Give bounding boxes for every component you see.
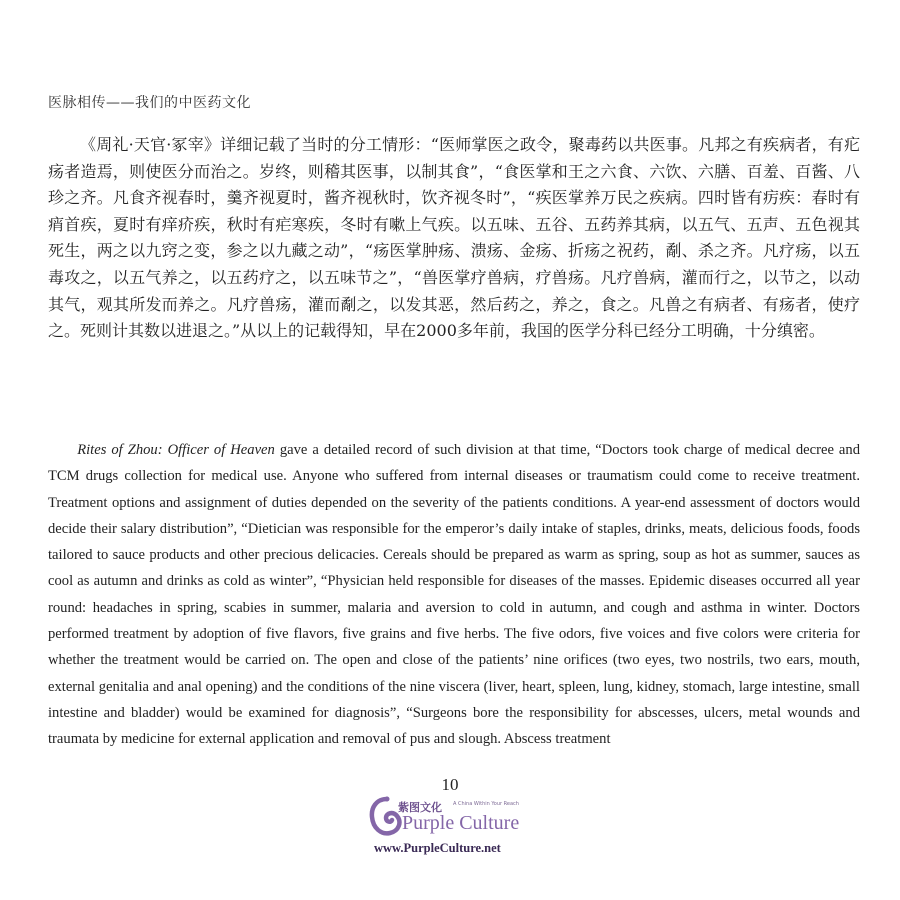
english-text-block xyxy=(48,437,860,753)
watermark-brand-en: Purple Culture xyxy=(402,812,520,834)
watermark-brand-cn: 紫图文化 xyxy=(398,801,442,814)
watermark xyxy=(368,795,548,865)
page-number: 10 xyxy=(441,775,459,794)
watermark-url: www.PurpleCulture.net xyxy=(374,841,501,855)
watermark-tagline: A China Within Your Reach xyxy=(453,801,519,807)
chinese-paragraph: 《周礼·天官·冢宰》详细记载了当时的分工情形：“医师掌医之政令，聚毒药以共医事。凡邦之有疾病者，有疕疡者造焉，则使医分而治之。岁终，则稽其医事，以制其食”，“食医掌和王之六食、六饮、六膳、百羞、百酱、八珍之齐。凡食齐视春时，羹齐视夏时，酱齐视秋时，饮齐视冬时”，“疾医掌养万民之疾病。四时皆有疠疾：春时有痟首疾，夏时有痒疥疾，秋时有疟寒疾，冬时有嗽上气疾。以五味、五谷、五药养其病，以五气、五声、五色视其死生，两之以九窍之变，参之以九藏之动”，“疡医掌肿疡、溃疡、金疡、折疡之祝药，劀、杀之齐。凡疗疡，以五毒攻之，以五气养之，以五药疗之，以五味节之”，“兽医掌疗兽病，疗兽疡。凡疗兽病，灌而行之，以节之，以动其气，观其所发而养之。凡疗兽疡，灌而劀之，以发其恶，然后药之，养之，食之。凡兽之有病者、有疡者，使疗之。死则计其数以进退之。”从以上的记载得知，早在2000多年前，我国的医学分科已经分工明确，十分缜密。 xyxy=(48,135,860,341)
english-paragraph xyxy=(48,437,860,753)
running-head: 医脉相传——我们的中医药文化 xyxy=(48,95,251,111)
book-title-italic: Rites of Zhou: Officer of Heaven xyxy=(77,442,275,458)
chinese-text-block xyxy=(48,132,860,345)
english-paragraph-text: gave a detailed record of such division at that time, “Doctors took charge of medical decree and TCM drugs collection for medical use. Anyone who suffered from internal diseases or traumatism could come to receive treatment. Treatment options and assignment of duties depended on the severity of the patients conditions. A year-end assessment of doctors would decide their salary distribution”, “Dietician was responsible for the emperor’s daily intake of staples, drinks, meats, delicious foods, foods tailored to sauce products and other precious delicacies. Cereals should be prepared as warm as spring, soup as hot as summer, sauces as cool as autumn and drinks as cold as winter”, “Physician held responsible for diseases of the masses. Epidemic diseases occurred all year round: headaches in spring, scabies in summer, malaria and aversion to cold in autumn, and cough and asthma in winter. Doctors performed treatment by adoption of five flavors, five grains and five herbs. The five odors, five voices and five colors were criteria for whether the treatment would be carried on. The open and close of the patients’ nine orifices (two eyes, two nostrils, two ears, mouth, external genitalia and anal opening) and the conditions of the nine viscera (liver, heart, spleen, lung, kidney, stomach, large intestine, small intestine and bladder) would be examined for diagnosis”, “Surgeons bore the responsibility for abscesses, ulcers, metal wounds and traumata by medicine for external application and removal of pus and slough. Abscess treatment xyxy=(48,442,860,748)
